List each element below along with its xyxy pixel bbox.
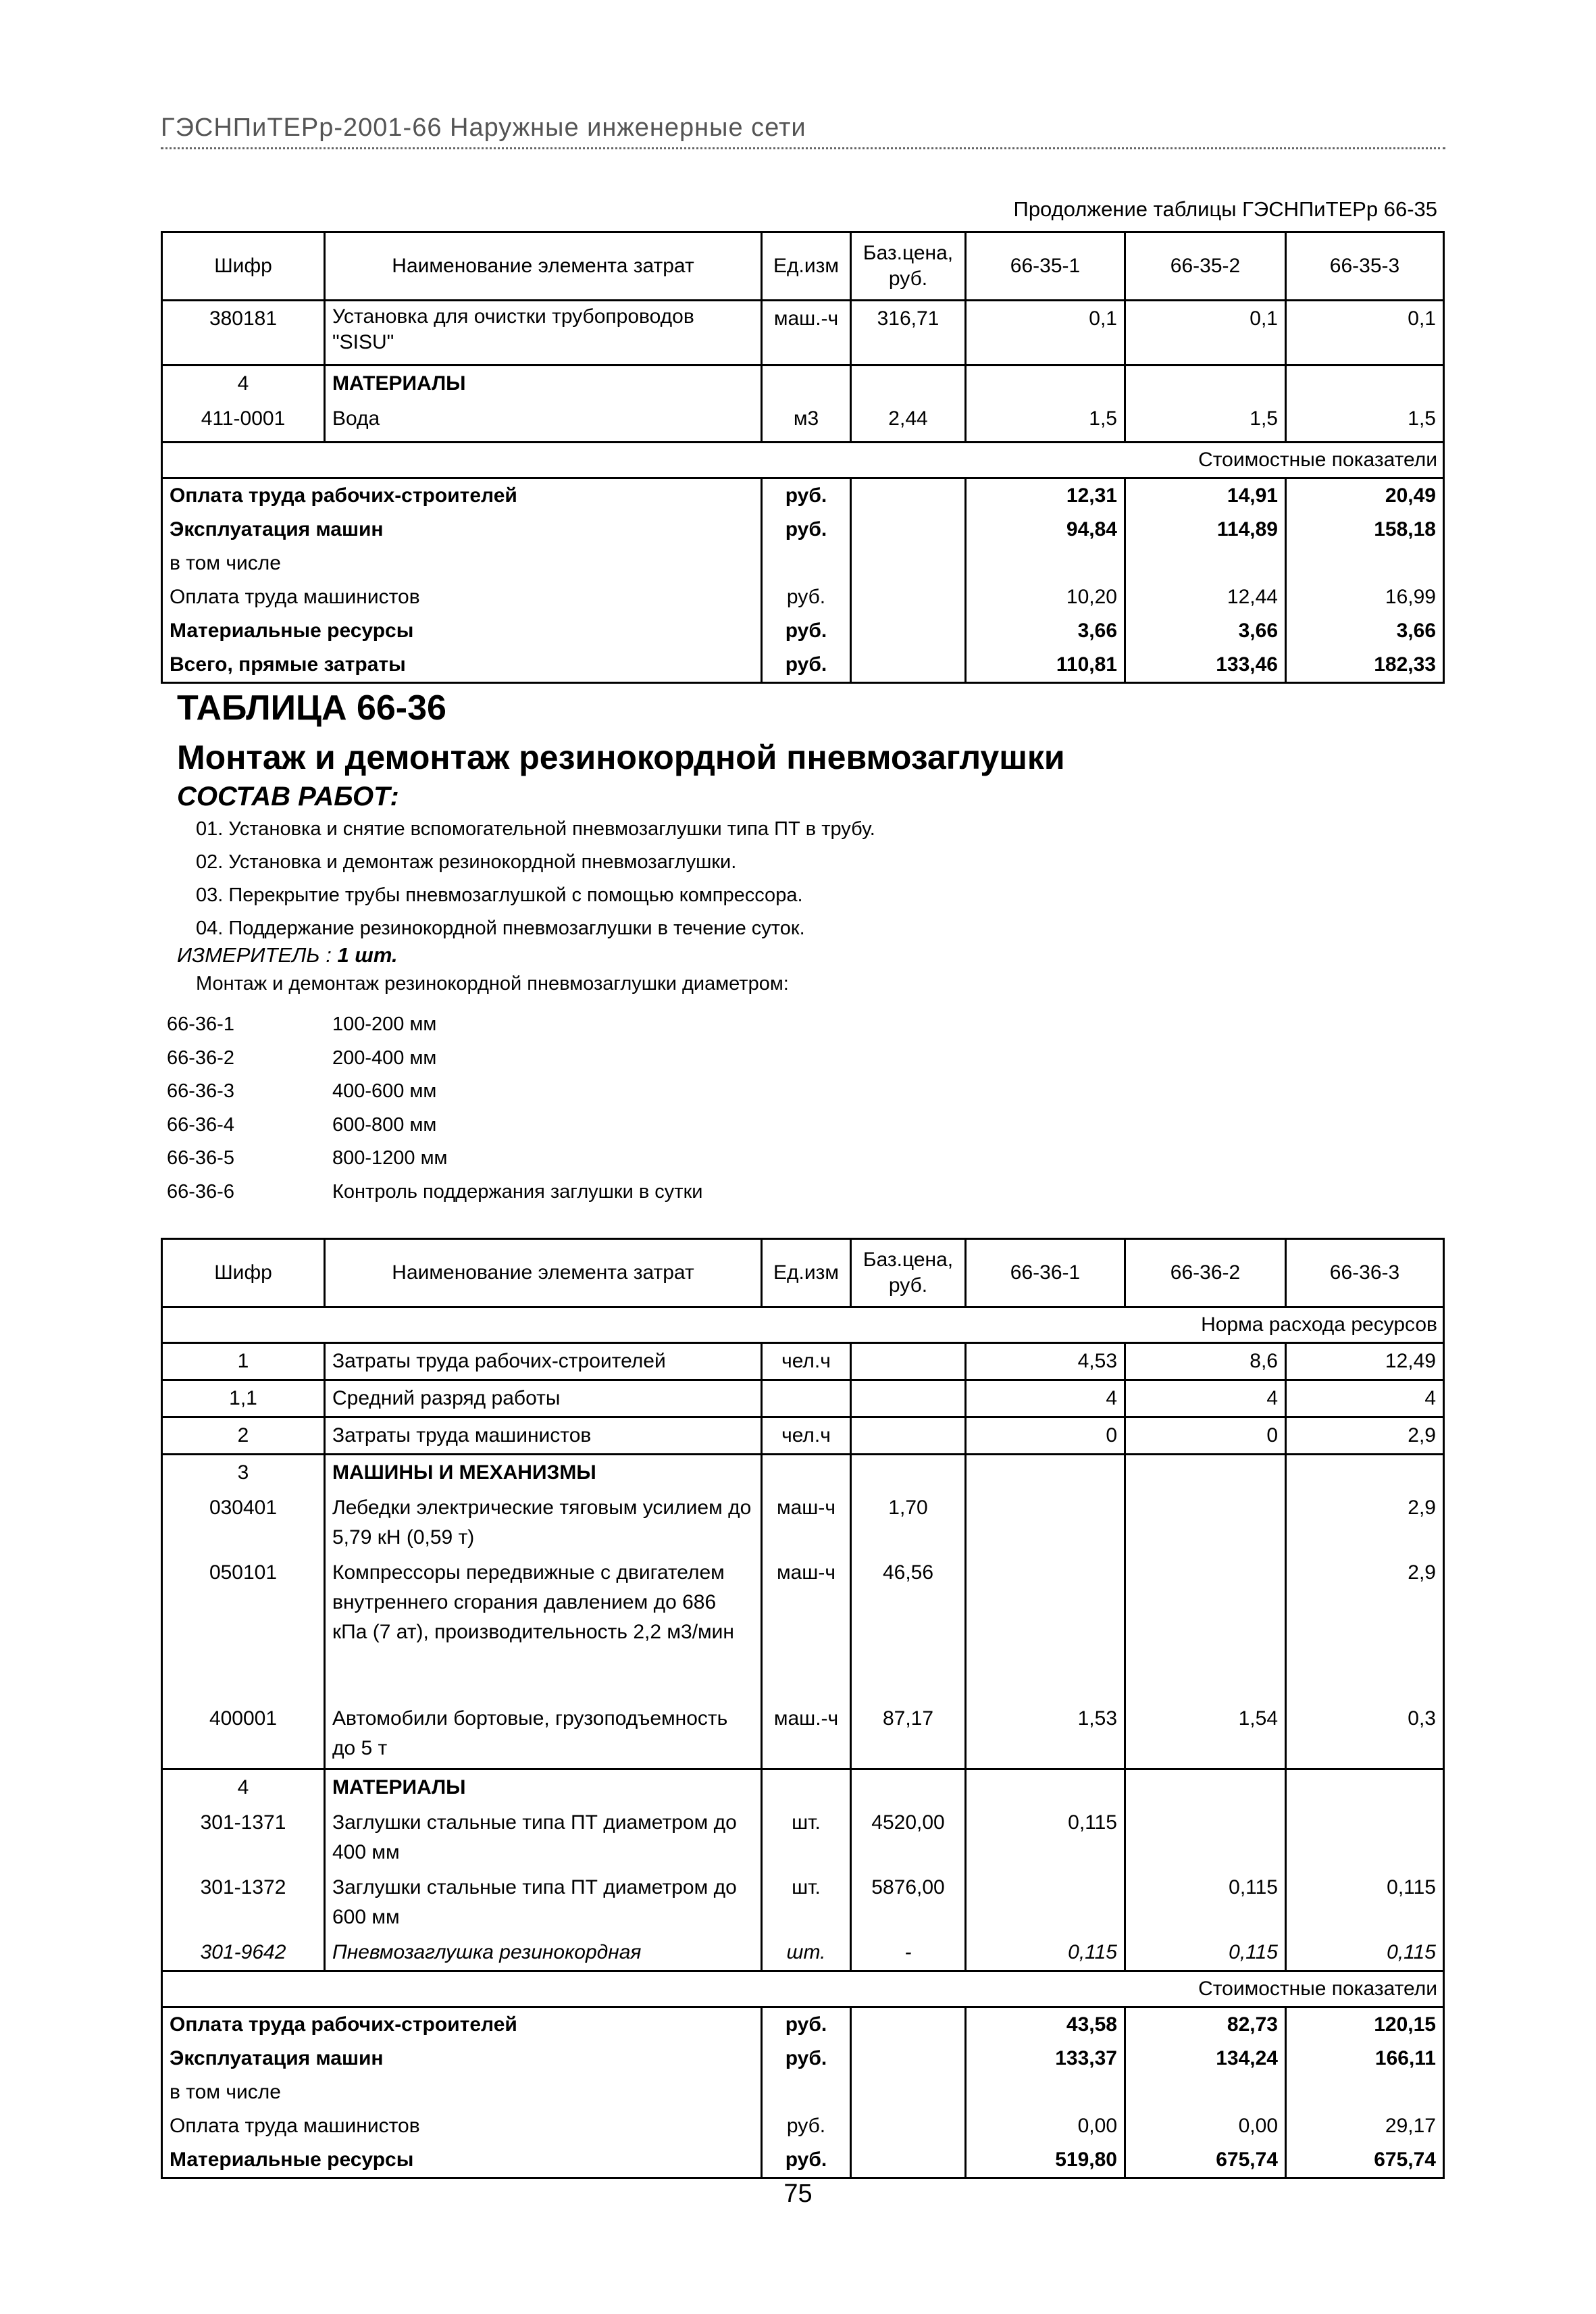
variant-text: Контроль поддержания заглушки в сутки (332, 1180, 703, 1203)
cell-price: 316,71 (851, 301, 966, 366)
col-header-unit: Ед.изм (762, 232, 851, 301)
cell-code: 3 (162, 1455, 325, 1491)
col-header-variant-2: 66-36-2 (1125, 1239, 1286, 1307)
cell-unit: шт. (762, 1805, 851, 1870)
table-row (162, 366, 1444, 402)
work-item: 02. Установка и демонтаж резинокордной пневмозаглушки. (196, 851, 737, 873)
totals-row (162, 2007, 1444, 2042)
variant-text: 400-600 мм (332, 1080, 437, 1102)
totals-value-3: 16,99 (1286, 580, 1444, 614)
cell-value-3: 0,1 (1286, 301, 1444, 366)
col-header-variant-3: 66-35-3 (1286, 232, 1444, 301)
cell-price (851, 1380, 966, 1417)
totals-price (851, 614, 966, 648)
cell-value-1 (966, 1769, 1125, 1805)
meter-label: ИЗМЕРИТЕЛЬ : (177, 943, 332, 967)
variant-text: 800-1200 мм (332, 1147, 448, 1169)
cell-value-1 (966, 1870, 1125, 1935)
totals-name: Материальные ресурсы (162, 614, 762, 648)
cell-value-2 (1125, 1455, 1286, 1491)
cell-value-1: 0,1 (966, 301, 1125, 366)
cell-value-3: 12,49 (1286, 1343, 1444, 1380)
section-title: ТАБЛИЦА 66-36 (177, 688, 446, 728)
cell-name: Заглушки стальные типа ПТ диаметром до 600 мм (325, 1870, 762, 1935)
cell-value-2: 1,5 (1125, 401, 1286, 442)
cell-value-2 (1125, 1555, 1286, 1701)
norm-header: Норма расхода ресурсов (162, 1307, 1444, 1343)
cell-value-2 (1125, 1769, 1286, 1805)
col-header-variant-1: 66-36-1 (966, 1239, 1125, 1307)
totals-value-2: 134,24 (1125, 2042, 1286, 2076)
cell-unit (762, 1380, 851, 1417)
totals-row (162, 2042, 1444, 2076)
totals-value-2: 14,91 (1125, 478, 1286, 513)
totals-value-1 (966, 547, 1125, 580)
cell-code: 1,1 (162, 1380, 325, 1417)
diameter-intro: Монтаж и демонтаж резинокордной пневмозаглушки диаметром: (196, 973, 789, 995)
col-header-name: Наименование элемента затрат (325, 1239, 762, 1307)
cell-value-2: 0,115 (1125, 1935, 1286, 1971)
variant-item (167, 1042, 702, 1076)
cell-unit: м3 (762, 401, 851, 442)
cell-name: МАТЕРИАЛЫ (325, 1769, 762, 1805)
totals-value-3: 20,49 (1286, 478, 1444, 513)
cell-value-1: 4,53 (966, 1343, 1125, 1380)
totals-row (162, 614, 1444, 648)
cell-value-1: 1,53 (966, 1701, 1125, 1769)
cell-price: 46,56 (851, 1555, 966, 1701)
cell-value-2: 0,115 (1125, 1870, 1286, 1935)
cost-header-row (162, 1971, 1444, 2007)
running-header: ГЭСНПиТЕРр-2001-66 Наружные инженерные сети (161, 114, 806, 142)
totals-unit: руб. (762, 2109, 851, 2143)
totals-name: Оплата труда машинистов (162, 580, 762, 614)
cell-code: 301-1372 (162, 1870, 325, 1935)
totals-row (162, 2109, 1444, 2143)
cell-unit (762, 1455, 851, 1491)
totals-value-1: 10,20 (966, 580, 1125, 614)
work-item: 04. Поддержание резинокордной пневмозаглушки в течение суток. (196, 917, 805, 939)
totals-unit (762, 547, 851, 580)
totals-row (162, 648, 1444, 683)
cell-unit: маш-ч (762, 1490, 851, 1555)
table-row (162, 1935, 1444, 1971)
totals-price (851, 2042, 966, 2076)
cell-value-3: 2,9 (1286, 1417, 1444, 1455)
totals-row (162, 2076, 1444, 2109)
variant-item (167, 1109, 702, 1142)
totals-price (851, 2143, 966, 2178)
cell-value-2: 0 (1125, 1417, 1286, 1455)
totals-value-1: 110,81 (966, 648, 1125, 683)
cell-code: 2 (162, 1417, 325, 1455)
cell-value-2: 4 (1125, 1380, 1286, 1417)
cell-value-1: 1,5 (966, 401, 1125, 442)
cell-price: 2,44 (851, 401, 966, 442)
cell-value-2: 1,54 (1125, 1701, 1286, 1769)
variant-code: 66-36-5 (167, 1147, 234, 1169)
meter-value: 1 шт. (337, 943, 398, 967)
cell-value-3 (1286, 1805, 1444, 1870)
cell-code: 301-9642 (162, 1935, 325, 1971)
variant-code: 66-36-6 (167, 1180, 234, 1203)
col-header-unit: Ед.изм (762, 1239, 851, 1307)
totals-unit: руб. (762, 580, 851, 614)
cell-name: Затраты труда рабочих-строителей (325, 1343, 762, 1380)
totals-value-1: 43,58 (966, 2007, 1125, 2042)
cell-value-2: 8,6 (1125, 1343, 1286, 1380)
table-row (162, 1805, 1444, 1870)
totals-value-2: 114,89 (1125, 513, 1286, 547)
totals-value-3: 158,18 (1286, 513, 1444, 547)
cell-code: 400001 (162, 1701, 325, 1769)
cost-header: Стоимостные показатели (162, 442, 1444, 478)
table-row (162, 1417, 1444, 1455)
cell-unit (762, 366, 851, 402)
col-header-price: Баз.цена, руб. (851, 232, 966, 301)
table-row (162, 1455, 1444, 1491)
totals-row (162, 580, 1444, 614)
totals-price (851, 580, 966, 614)
totals-name: Оплата труда машинистов (162, 2109, 762, 2143)
cell-code: 411-0001 (162, 401, 325, 442)
cell-value-1: 0,115 (966, 1805, 1125, 1870)
totals-value-2: 3,66 (1125, 614, 1286, 648)
cell-value-1: 4 (966, 1380, 1125, 1417)
totals-value-2 (1125, 547, 1286, 580)
table-row (162, 1701, 1444, 1769)
cell-code: 1 (162, 1343, 325, 1380)
variant-code: 66-36-1 (167, 1013, 234, 1035)
table-header-row (162, 1239, 1444, 1307)
col-header-variant-2: 66-35-2 (1125, 232, 1286, 301)
variant-item (167, 1142, 702, 1176)
totals-price (851, 2007, 966, 2042)
cell-price: - (851, 1935, 966, 1971)
totals-unit: руб. (762, 2042, 851, 2076)
variant-text: 100-200 мм (332, 1013, 437, 1035)
col-header-code: Шифр (162, 1239, 325, 1307)
cell-name: МАТЕРИАЛЫ (325, 366, 762, 402)
meter (177, 943, 398, 967)
cell-value-3: 0,115 (1286, 1870, 1444, 1935)
cell-value-1: 0,115 (966, 1935, 1125, 1971)
totals-value-1: 94,84 (966, 513, 1125, 547)
cell-value-3: 2,9 (1286, 1555, 1444, 1701)
cell-name: Пневмозаглушка резинокордная (325, 1935, 762, 1971)
variant-item (167, 1075, 702, 1109)
cell-price (851, 1769, 966, 1805)
cell-value-2 (1125, 366, 1286, 402)
cell-name: Установка для очистки трубопроводов "SISU" (325, 301, 762, 366)
table-66-36 (161, 1238, 1445, 2179)
cell-price (851, 1455, 966, 1491)
variant-item (167, 1008, 702, 1042)
table-66-35 (161, 231, 1445, 684)
totals-name: Эксплуатация машин (162, 2042, 762, 2076)
totals-value-2: 12,44 (1125, 580, 1286, 614)
totals-value-3: 120,15 (1286, 2007, 1444, 2042)
table-row (162, 1343, 1444, 1380)
continuation-caption: Продолжение таблицы ГЭСНПиТЕРр 66-35 (1013, 197, 1437, 221)
totals-value-1: 0,00 (966, 2109, 1125, 2143)
table-row (162, 1769, 1444, 1805)
totals-unit (762, 2076, 851, 2109)
totals-value-3: 182,33 (1286, 648, 1444, 683)
cell-value-2 (1125, 1805, 1286, 1870)
cell-price (851, 366, 966, 402)
totals-row (162, 478, 1444, 513)
works-list (196, 813, 875, 945)
totals-value-1: 133,37 (966, 2042, 1125, 2076)
totals-value-2: 82,73 (1125, 2007, 1286, 2042)
cell-name: Средний разряд работы (325, 1380, 762, 1417)
norm-header-row (162, 1307, 1444, 1343)
table-row (162, 1555, 1444, 1701)
totals-value-1 (966, 2076, 1125, 2109)
totals-value-1: 12,31 (966, 478, 1125, 513)
cell-value-1: 0 (966, 1417, 1125, 1455)
variant-item (167, 1176, 702, 1209)
work-item: 03. Перекрытие трубы пневмозаглушкой с помощью компрессора. (196, 884, 803, 906)
totals-value-1: 519,80 (966, 2143, 1125, 2178)
totals-value-3: 166,11 (1286, 2042, 1444, 2076)
totals-row (162, 513, 1444, 547)
cell-value-3 (1286, 1455, 1444, 1491)
totals-name: в том числе (162, 547, 762, 580)
table-row (162, 1490, 1444, 1555)
totals-unit: руб. (762, 478, 851, 513)
cell-value-2: 0,1 (1125, 301, 1286, 366)
cell-value-3 (1286, 366, 1444, 402)
cell-name: Заглушки стальные типа ПТ диаметром до 400 мм (325, 1805, 762, 1870)
header-rule (161, 147, 1445, 149)
totals-name: Всего, прямые затраты (162, 648, 762, 683)
totals-value-3: 3,66 (1286, 614, 1444, 648)
totals-value-3 (1286, 2076, 1444, 2109)
totals-row (162, 2143, 1444, 2178)
cell-price (851, 1343, 966, 1380)
cell-unit (762, 1769, 851, 1805)
work-item: 01. Установка и снятие вспомогательной пневмозаглушки типа ПТ в трубу. (196, 818, 875, 840)
cell-name: Автомобили бортовые, грузоподъемность до 5 т (325, 1701, 762, 1769)
totals-value-2: 133,46 (1125, 648, 1286, 683)
cell-value-1 (966, 1490, 1125, 1555)
cell-value-1 (966, 1555, 1125, 1701)
totals-name: Материальные ресурсы (162, 2143, 762, 2178)
variant-code: 66-36-4 (167, 1113, 234, 1136)
cell-value-3: 1,5 (1286, 401, 1444, 442)
col-header-name: Наименование элемента затрат (325, 232, 762, 301)
cell-value-3: 0,115 (1286, 1935, 1444, 1971)
totals-unit: руб. (762, 2143, 851, 2178)
cell-code: 4 (162, 1769, 325, 1805)
totals-price (851, 513, 966, 547)
cell-unit: маш.-ч (762, 1701, 851, 1769)
cell-code: 301-1371 (162, 1805, 325, 1870)
totals-name: Оплата труда рабочих-строителей (162, 2007, 762, 2042)
cell-value-1 (966, 1455, 1125, 1491)
cell-price: 5876,00 (851, 1870, 966, 1935)
totals-unit: руб. (762, 614, 851, 648)
totals-price (851, 648, 966, 683)
totals-value-2: 675,74 (1125, 2143, 1286, 2178)
cell-unit: чел.ч (762, 1343, 851, 1380)
cell-unit: шт. (762, 1870, 851, 1935)
page-number: 75 (783, 2180, 813, 2208)
cell-value-3 (1286, 1769, 1444, 1805)
cell-code: 030401 (162, 1490, 325, 1555)
totals-unit: руб. (762, 513, 851, 547)
totals-name: Эксплуатация машин (162, 513, 762, 547)
totals-price (851, 478, 966, 513)
col-header-variant-1: 66-35-1 (966, 232, 1125, 301)
cell-name: Компрессоры передвижные с двигателем внутреннего сгорания давлением до 686 кПа (7 ат), производительность 2,2 м3/мин (325, 1555, 762, 1701)
totals-value-3 (1286, 547, 1444, 580)
table-row (162, 301, 1444, 366)
totals-price (851, 2109, 966, 2143)
cell-unit: маш.-ч (762, 301, 851, 366)
works-heading: СОСТАВ РАБОТ: (177, 782, 399, 811)
totals-unit: руб. (762, 2007, 851, 2042)
variant-code: 66-36-3 (167, 1080, 234, 1102)
variants-list (167, 1008, 702, 1209)
totals-name: в том числе (162, 2076, 762, 2109)
cell-value-2 (1125, 1490, 1286, 1555)
cell-code: 4 (162, 366, 325, 402)
cell-price: 1,70 (851, 1490, 966, 1555)
cell-name: МАШИНЫ И МЕХАНИЗМЫ (325, 1455, 762, 1491)
totals-value-3: 29,17 (1286, 2109, 1444, 2143)
cell-price: 4520,00 (851, 1805, 966, 1870)
cell-code: 050101 (162, 1555, 325, 1701)
cell-unit: маш-ч (762, 1555, 851, 1701)
variant-code: 66-36-2 (167, 1047, 234, 1069)
cell-name: Затраты труда машинистов (325, 1417, 762, 1455)
cell-value-3: 2,9 (1286, 1490, 1444, 1555)
col-header-variant-3: 66-36-3 (1286, 1239, 1444, 1307)
cell-price (851, 1417, 966, 1455)
cell-name: Лебедки электрические тяговым усилием до 5,79 кН (0,59 т) (325, 1490, 762, 1555)
table-row (162, 1380, 1444, 1417)
cell-value-3: 4 (1286, 1380, 1444, 1417)
variant-text: 600-800 мм (332, 1113, 437, 1136)
totals-value-3: 675,74 (1286, 2143, 1444, 2178)
col-header-code: Шифр (162, 232, 325, 301)
totals-price (851, 547, 966, 580)
totals-value-2 (1125, 2076, 1286, 2109)
totals-unit: руб. (762, 648, 851, 683)
cost-header-row (162, 442, 1444, 478)
cell-price: 87,17 (851, 1701, 966, 1769)
totals-price (851, 2076, 966, 2109)
table-row (162, 401, 1444, 442)
col-header-price: Баз.цена, руб. (851, 1239, 966, 1307)
cell-unit: чел.ч (762, 1417, 851, 1455)
table-header-row (162, 232, 1444, 301)
cell-value-1 (966, 366, 1125, 402)
table-row (162, 1870, 1444, 1935)
cell-value-3: 0,3 (1286, 1701, 1444, 1769)
totals-name: Оплата труда рабочих-строителей (162, 478, 762, 513)
totals-row (162, 547, 1444, 580)
cost-header: Стоимостные показатели (162, 1971, 1444, 2007)
cell-name: Вода (325, 401, 762, 442)
cell-unit: шт. (762, 1935, 851, 1971)
totals-value-2: 0,00 (1125, 2109, 1286, 2143)
totals-value-1: 3,66 (966, 614, 1125, 648)
section-subtitle: Монтаж и демонтаж резинокордной пневмозаглушки (177, 738, 1065, 776)
cell-code: 380181 (162, 301, 325, 366)
variant-text: 200-400 мм (332, 1047, 437, 1069)
